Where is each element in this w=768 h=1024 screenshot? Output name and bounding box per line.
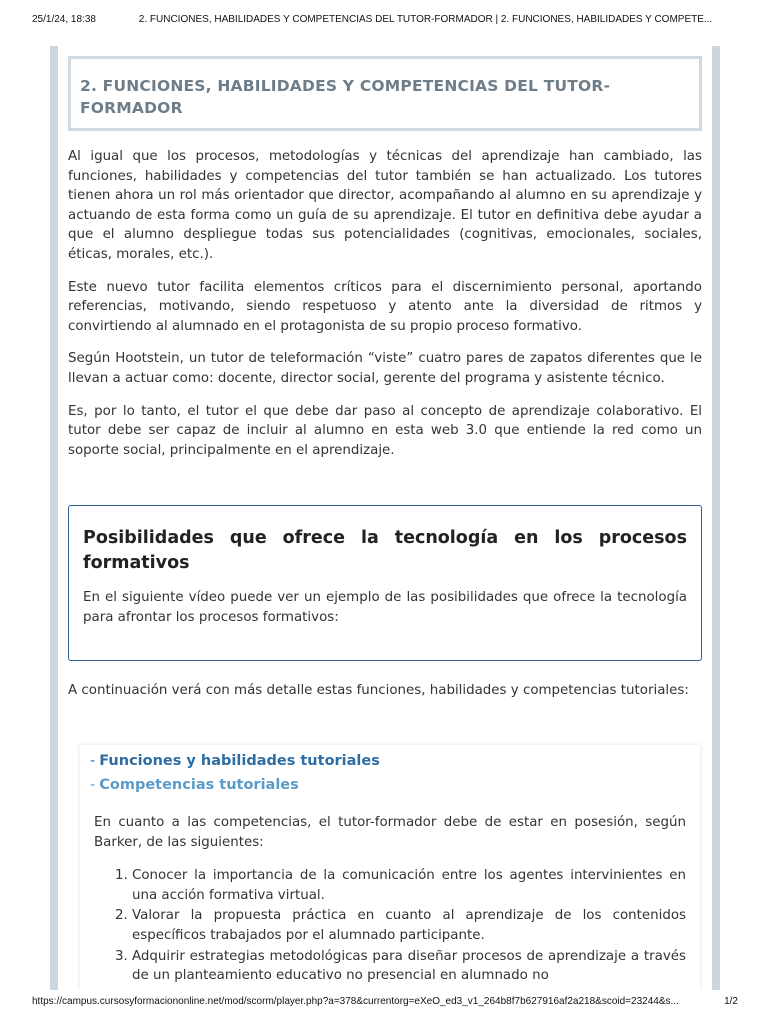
accordion-header-label: Funciones y habilidades tutoriales bbox=[99, 753, 380, 769]
panel-intro: En cuanto a las competencias, el tutor-formador debe de estar en posesión, según Barker, de las siguientes: bbox=[94, 815, 686, 850]
accordion-header-funciones[interactable] bbox=[90, 749, 686, 773]
page-title: 2. FUNCIONES, HABILIDADES Y COMPETENCIAS DEL TUTOR-FORMADOR bbox=[80, 77, 611, 117]
print-date: 25/1/24, 18:38 bbox=[32, 14, 96, 25]
print-url: https://campus.cursosyformaciononline.net/mod/scorm/player.php?a=378&currentorg=eXeO_ed3_v1_264b8f7b627916af2a218&scoid=23244&s... bbox=[32, 996, 679, 1007]
accordion-header-label: Competencias tutoriales bbox=[99, 777, 299, 793]
paragraph: Este nuevo tutor facilita elementos críticos para el discernimiento personal, aportando referencias, motivando, siendo respetuoso y atento ante la diversidad de ritmos y convirtiendo al alumnado en el protagonista de su propio proceso formativo. bbox=[68, 279, 702, 334]
dash-marker: - bbox=[90, 777, 96, 793]
paragraph: Al igual que los procesos, metodologías y técnicas del aprendizaje han cambiado, las funciones, habilidades y competencias del tutor también se han actualizado. Los tutores tienen ahora un rol más orientador que director, acompañando al alumno en su aprendizaje y actuando de esta forma como un guía de su aprendizaje. El tutor en definitiva debe ayudar a que el alumno despliegue todas sus potencialidades (cognitivas, emocionales, sociales, éticas, morales, etc.). bbox=[68, 149, 702, 262]
content-page bbox=[58, 46, 712, 990]
print-header bbox=[32, 14, 738, 25]
body-text bbox=[68, 147, 702, 473]
page-number: 1/2 bbox=[724, 996, 738, 1007]
print-footer bbox=[32, 996, 738, 1007]
paragraph: Es, por lo tanto, el tutor el que debe dar paso al concepto de aprendizaje colaborativo. El tutor debe ser capaz de incluir al alumno en esta web 3.0 que entiende la red como un soporte social, principalmente en el aprendizaje. bbox=[68, 403, 702, 458]
intro-text: A continuación verá con más detalle estas funciones, habilidades y competencias tutoriales: bbox=[68, 683, 689, 698]
paragraph: Según Hootstein, un tutor de teleformación “viste” cuatro pares de zapatos diferentes que le llevan a actuar como: docente, director social, gerente del programa y asistente técnico. bbox=[68, 351, 702, 386]
list-item: 3. Adquirir estrategias metodológicas para diseñar procesos de aprendizaje a través de un planteamiento educativo no presencial en alumnado no bbox=[132, 947, 686, 986]
list-item: 1. Conocer la importancia de la comunicación entre los agentes intervinientes en una acción formativa virtual. bbox=[132, 866, 686, 905]
competencias-list bbox=[94, 866, 686, 986]
title-box bbox=[68, 56, 702, 131]
dash-marker: - bbox=[90, 753, 96, 769]
list-item: 2. Valorar la propuesta práctica en cuanto al aprendizaje de los contenidos específicos trabajados por el alumnado participante. bbox=[132, 906, 686, 945]
callout-title: Posibilidades que ofrece la tecnología en los procesos formativos bbox=[83, 528, 687, 573]
accordion-header-competencias[interactable] bbox=[90, 773, 686, 797]
accordion-panel-competencias bbox=[90, 797, 686, 986]
callout-box bbox=[68, 505, 702, 661]
print-title: 2. FUNCIONES, HABILIDADES Y COMPETENCIAS DEL TUTOR-FORMADOR | 2. FUNCIONES, HABILIDADES Y COMPETE... bbox=[138, 14, 713, 25]
accordion bbox=[80, 745, 700, 990]
content-frame bbox=[50, 46, 720, 990]
callout-text: En el siguiente vídeo puede ver un ejemplo de las posibilidades que ofrece la tecnología para afrontar los procesos formativos: bbox=[83, 590, 687, 625]
